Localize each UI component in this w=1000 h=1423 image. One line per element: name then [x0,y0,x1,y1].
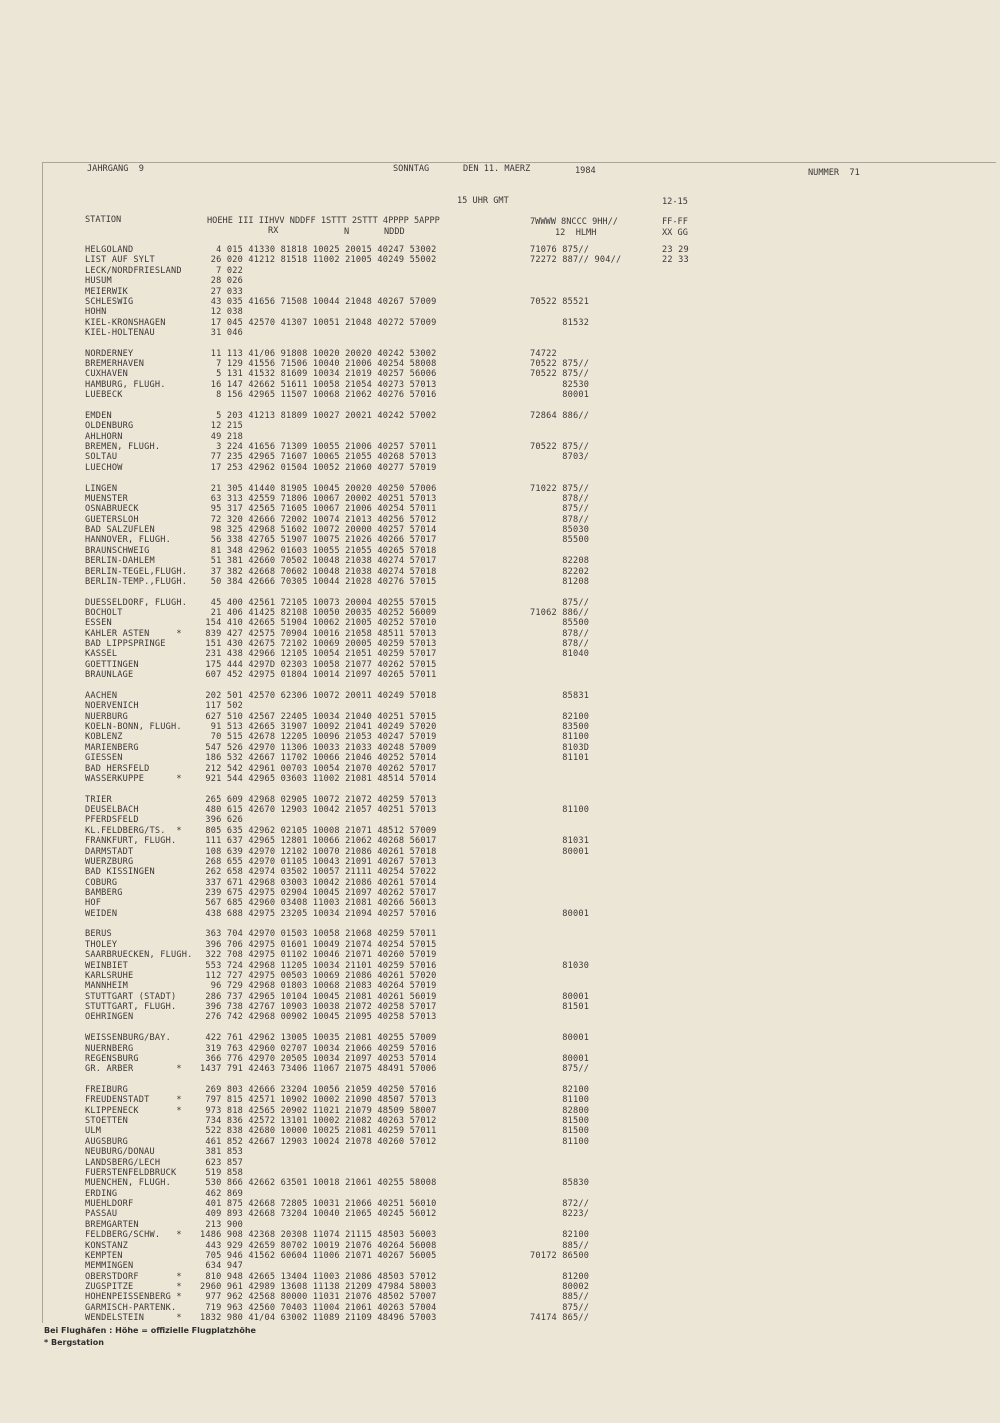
station-groups: 85500 [530,535,590,546]
station-name: HANNOVER, FLUGH. [85,535,171,546]
station-name: LUECHOW [85,462,123,473]
column-header-codes: HOEHE III IIHVV NDDFF 1STTT 2STTT 4PPPP 5APPP [207,216,440,226]
station-codes: 213 900 [200,1219,243,1230]
station-groups: 81532 [530,317,590,328]
station-groups: 70522 875// [530,359,590,370]
station-groups: 875// [530,1064,590,1075]
station-name: COBURG [85,877,118,888]
station-groups: 81500 [530,1116,590,1127]
station-name: ZUGSPITZE * [85,1282,182,1292]
footnote-airports: Bei Flughäfen : Höhe = offizielle Flugplatzhöhe [44,1326,256,1335]
station-codes: 8 156 42965 11507 10068 21062 40276 57016 [200,390,437,401]
column-subheader-rx: RX [268,226,279,236]
station-name: WASSERKUPPE * [85,773,182,784]
station-codes: 705 946 41562 60604 11006 21071 40267 56005 [200,1250,437,1261]
station-groups: 878// [530,628,590,639]
column-subheader-hlmh: 12 HLMH [555,228,597,238]
station-codes: 26 020 41212 81518 11002 21005 40249 55002 [200,255,437,266]
date-label: DEN 11. MAERZ [463,164,531,174]
station-name: AUGSBURG [85,1136,128,1147]
station-codes: 4 015 41330 81818 10025 20015 40247 53002 [200,245,437,255]
station-name: AACHEN [85,690,118,701]
station-codes: 265 609 42968 02905 10072 21072 40259 57013 [200,794,437,805]
station-codes: 43 035 41656 71508 10044 21048 40267 57009 [200,296,437,307]
station-name: WEIDEN [85,908,118,919]
station-codes: 461 852 42667 12903 10024 21078 40260 57012 [200,1136,437,1147]
station-name: KARLSRUHE [85,970,134,981]
observation-time: 15 UHR GMT [457,196,509,206]
station-name: WENDELSTEIN * [85,1313,182,1324]
station-name: HELGOLAND [85,245,134,255]
station-codes: 7 129 41556 71506 10040 21006 40254 58008 [200,359,437,370]
station-name: NOERVENICH [85,701,139,712]
station-name: MUENSTER [85,493,128,504]
station-groups: 885// [530,1240,590,1251]
station-codes: 231 438 42966 12105 10054 21051 40259 57017 [200,649,437,660]
station-groups: 875// [530,1302,590,1313]
station-codes: 366 776 42970 20505 10034 21097 40253 57014 [200,1053,437,1064]
station-codes: 72 320 42666 72002 10074 21013 40256 57012 [200,514,437,525]
weekday-label: SONNTAG [393,164,430,174]
station-name: GARMISCH-PARTENK. [85,1302,177,1313]
station-codes: 396 738 42767 10903 10038 21072 40258 57017 [200,1002,437,1012]
station-codes: 623 857 [200,1157,243,1168]
station-codes: 409 893 42668 73204 10040 21065 40245 56012 [200,1209,437,1220]
station-name: KOBLENZ [85,732,123,743]
station-groups: 80001 [530,1033,590,1044]
station-codes: 553 724 42968 11205 10034 21101 40259 57016 [200,960,437,971]
station-codes: 70 515 42678 12205 10096 21053 40247 57019 [200,732,437,743]
station-groups: 82100 [530,1085,590,1095]
station-codes: 530 866 42662 63501 10018 21061 40255 58008 [200,1178,437,1189]
station-codes: 438 688 42975 23205 10034 21094 40257 57016 [200,908,437,919]
year-label: 1984 [575,166,596,176]
station-codes: 422 761 42962 13005 10035 21081 40255 57009 [200,1033,437,1044]
station-codes: 12 215 [200,421,243,432]
station-codes: 108 639 42970 12102 10070 21086 40261 57018 [200,846,437,857]
station-name: MUENCHEN, FLUGH. [85,1178,171,1189]
station-name: WEINBIET [85,960,128,971]
station-groups: 878// [530,514,590,525]
station-codes: 1437 791 42463 73406 11067 21075 48491 57006 [200,1064,437,1075]
station-codes: 443 929 42659 80702 10019 21076 40264 56008 [200,1240,437,1251]
station-groups: 82208 [530,556,590,567]
station-name: NUERNBERG [85,1043,134,1054]
issue-number: NUMMER 71 [808,168,860,178]
station-name: AHLHORN [85,431,123,442]
station-name: BRAUNSCHWEIG [85,545,150,556]
station-name: HOHN [85,307,107,318]
station-name: WEISSENBURG/BAY. [85,1033,171,1044]
station-name: BERUS [85,929,112,940]
station-groups: 72272 887// 904// [530,255,622,266]
station-codes: 11 113 41/06 91808 10020 20020 40242 53002 [200,348,437,359]
station-name: MANNHEIM [85,981,128,992]
station-codes: 51 381 42660 70502 10048 21038 40274 57017 [200,556,437,567]
station-groups: 85830 [530,1178,590,1189]
station-name: EMDEN [85,410,112,421]
station-codes: 977 962 42568 80000 11031 21076 48502 57007 [200,1292,437,1303]
station-groups: 81100 [530,1136,590,1147]
station-groups: 875// [530,504,590,515]
station-codes: 21 406 41425 82108 10050 20035 40252 56009 [200,608,437,618]
station-name: BERLIN-TEMP.,FLUGH. [85,576,188,587]
station-codes: 607 452 42975 01804 10014 21097 40265 57011 [200,670,437,681]
station-codes: 154 410 42665 51904 10062 21005 40252 57010 [200,618,437,629]
station-codes: 396 626 [200,815,243,826]
station-name: STOETTEN [85,1116,128,1127]
station-codes: 12 038 [200,307,243,318]
station-name: NORDERNEY [85,348,134,359]
station-name: HUSUM [85,276,112,287]
station-groups: 71022 875// [530,483,590,494]
station-name: STUTTGART (STADT) [85,991,177,1002]
station-name: BAD SALZUFLEN [85,525,155,535]
station-codes: 480 615 42670 12903 10042 21057 40251 57013 [200,805,437,815]
station-name: BAD KISSINGEN [85,867,155,878]
station-groups: 878// [530,639,590,650]
station-codes: 81 348 42962 01603 10055 21055 40265 57018 [200,545,437,556]
station-name: BREMGARTEN [85,1219,139,1230]
station-name: KONSTANZ [85,1240,128,1251]
station-codes: 567 685 42960 03408 11003 21081 40266 56013 [200,898,437,909]
station-groups: 885// [530,1292,590,1303]
station-name: BAMBERG [85,887,123,898]
station-codes: 186 532 42667 11702 10066 21046 40252 57014 [200,753,437,764]
station-groups: 8703/ [530,452,590,463]
station-codes: 797 815 42571 10902 10002 21090 48507 57013 [200,1095,437,1106]
station-name: ESSEN [85,618,112,629]
station-groups: 8223/ [530,1209,590,1220]
station-groups: 85030 [530,525,590,535]
station-groups: 81100 [530,732,590,743]
station-groups: 70522 875// [530,369,590,380]
station-name: THOLEY [85,939,118,950]
station-codes: 1486 908 42368 20308 11074 21115 48503 56003 [200,1230,437,1241]
station-name: GUETERSLOH [85,514,139,525]
station-name: REGENSBURG [85,1053,139,1064]
column-header-groups: 7WWWW 8NCCC 9HH// [530,217,618,227]
station-groups: 80001 [530,390,590,401]
station-name: SAARBRUECKEN, FLUGH. [85,950,193,961]
station-name: HOF [85,898,102,909]
station-groups: 80001 [530,991,590,1002]
station-codes: 50 384 42666 70305 10044 21028 40276 57015 [200,576,437,587]
footnote-mountain-station: * Bergstation [44,1338,104,1347]
station-name: LANDSBERG/LECH [85,1157,161,1168]
station-groups: 82800 [530,1105,590,1116]
station-codes: 839 427 42575 70904 10016 21058 48511 57013 [200,628,437,639]
station-name: GR. ARBER * [85,1064,182,1075]
station-name: KAHLER ASTEN * [85,628,182,639]
station-codes: 337 671 42968 03003 10042 21086 40261 57014 [200,877,437,888]
station-groups: 80001 [530,846,590,857]
station-gusts: 23 29 [662,245,689,255]
station-name: KL.FELDBERG/TS. * [85,825,182,836]
station-codes: 522 838 42680 10000 10025 21081 40259 57011 [200,1126,437,1137]
station-codes: 286 737 42965 10104 10045 21081 40261 56019 [200,991,437,1002]
station-codes: 2960 961 42989 13608 11138 21209 47984 58003 [200,1282,437,1292]
station-name: LIST AUF SYLT [85,255,155,266]
station-name: CUXHAVEN [85,369,128,380]
station-name: LUEBECK [85,390,123,401]
station-name: PASSAU [85,1209,118,1220]
station-groups: 82100 [530,711,590,722]
station-codes: 21 305 41440 81905 10045 20020 40250 57006 [200,483,437,494]
station-codes: 322 708 42975 01102 10046 21071 40260 57019 [200,950,437,961]
station-codes: 810 948 42665 13404 11003 21086 48503 57012 [200,1271,437,1282]
station-groups: 80001 [530,1053,590,1064]
station-codes: 16 147 42662 51611 10058 21054 40273 57013 [200,379,437,390]
station-codes: 396 706 42975 01601 10049 21074 40254 57015 [200,939,437,950]
station-groups: 81501 [530,1002,590,1012]
station-codes: 269 803 42666 23204 10056 21059 40250 57016 [200,1085,437,1095]
station-groups: 872// [530,1199,590,1209]
station-codes: 27 033 [200,286,243,297]
station-name: KOELN-BONN, FLUGH. [85,722,182,732]
station-codes: 17 253 42962 01504 10052 21060 40277 57019 [200,462,437,473]
station-codes: 262 658 42974 03502 10057 21111 40254 57022 [200,867,437,878]
station-groups: 82530 [530,379,590,390]
station-groups: 74722 [530,348,557,359]
station-groups: 81101 [530,753,590,764]
station-groups: 81040 [530,649,590,660]
station-name: KEMPTEN [85,1250,123,1261]
station-name: MUEHLDORF [85,1199,134,1209]
station-groups: 878// [530,493,590,504]
station-codes: 627 510 42567 22405 10034 21040 40251 57015 [200,711,437,722]
station-name: STUTTGART, FLUGH. [85,1002,177,1012]
column-subheader-nddd: NDDD [384,227,405,237]
station-name: OLDENBURG [85,421,134,432]
station-codes: 91 513 42665 31907 10092 21041 40249 57020 [200,722,437,732]
station-name: NUERBURG [85,711,128,722]
gust-time-range: 12-15 [662,197,688,207]
station-codes: 56 338 42765 51907 10075 21026 40266 57017 [200,535,437,546]
station-codes: 202 501 42570 62306 10072 20011 40249 57018 [200,690,437,701]
column-header-gusts: FF-FF [662,217,688,227]
station-codes: 381 853 [200,1147,243,1158]
station-codes: 319 763 42960 02707 10034 21066 40259 57016 [200,1043,437,1054]
station-groups: 70522 85521 [530,296,590,307]
station-codes: 734 836 42572 13101 10002 21082 40263 57012 [200,1116,437,1127]
station-name: MARIENBERG [85,742,139,753]
station-name: KLIPPENECK * [85,1105,182,1116]
station-name: KIEL-HOLTENAU [85,328,155,338]
station-groups: 81208 [530,576,590,587]
station-codes: 112 727 42975 00503 10069 21086 40261 57020 [200,970,437,981]
station-groups: 83500 [530,722,590,732]
station-codes: 5 131 41532 81609 10034 21019 40257 56006 [200,369,437,380]
station-codes: 1832 980 41/04 63002 11089 21109 48496 57003 [200,1313,437,1324]
station-name: BRAUNLAGE [85,670,134,681]
station-codes: 111 637 42965 12801 10066 21062 40268 56017 [200,836,437,847]
station-codes: 719 963 42560 70403 11004 21061 40263 57004 [200,1302,437,1313]
station-groups: 81100 [530,805,590,815]
station-name: FRANKFURT, FLUGH. [85,836,177,847]
station-name: DUESSELDORF, FLUGH. [85,597,188,608]
station-codes: 98 325 42968 51602 10072 20000 40257 57014 [200,525,437,535]
station-name: BREMERHAVEN [85,359,145,370]
station-name: TRIER [85,794,112,805]
column-header-station: STATION [85,215,122,225]
station-name: BREMEN, FLUGH. [85,442,161,452]
station-codes: 96 729 42968 01803 10068 21083 40264 57019 [200,981,437,992]
station-groups: 85831 [530,690,590,701]
station-groups: 81030 [530,960,590,971]
station-groups: 81500 [530,1126,590,1137]
station-codes: 5 203 41213 81809 10027 20021 40242 57002 [200,410,437,421]
station-codes: 63 313 42559 71806 10067 20002 40251 57013 [200,493,437,504]
station-name: BERLIN-TEGEL,FLUGH. [85,566,188,577]
station-codes: 268 655 42970 01105 10043 21091 40267 57013 [200,856,437,867]
station-name: MEMMINGEN [85,1261,134,1272]
column-subheader-n: N [344,227,350,237]
station-name: FREIBURG [85,1085,128,1095]
station-name: LECK/NORDFRIESLAND [85,265,182,276]
station-codes: 3 224 41656 71309 10055 21006 40257 57011 [200,442,437,452]
station-name: SCHLESWIG [85,296,134,307]
station-groups: 74174 865// [530,1313,590,1324]
station-name: MEIERWIK [85,286,128,297]
station-name: KIEL-KRONSHAGEN [85,317,166,328]
station-name: NEUBURG/DONAU [85,1147,155,1158]
station-codes: 45 400 42561 72105 10073 20004 40255 57015 [200,597,437,608]
station-codes: 973 818 42565 20902 11021 21079 48509 58007 [200,1105,437,1116]
station-name: WUERZBURG [85,856,134,867]
station-groups: 80002 [530,1282,590,1292]
station-name: OSNABRUECK [85,504,139,515]
station-name: GOETTINGEN [85,659,139,670]
station-name: GIESSEN [85,753,123,764]
station-name: ERDING [85,1188,118,1199]
station-codes: 17 045 42570 41307 10051 21048 40272 57009 [200,317,437,328]
station-groups: 71062 886// [530,608,590,618]
station-name: DEUSELBACH [85,805,139,815]
station-name: BAD LIPPSPRINGE [85,639,166,650]
station-groups: 82202 [530,566,590,577]
station-groups: 81031 [530,836,590,847]
station-name: OEHRINGEN [85,1012,134,1023]
station-name: DARMSTADT [85,846,134,857]
station-codes: 921 544 42965 03603 11002 21081 48514 57014 [200,773,437,784]
station-codes: 805 635 42962 02105 10008 21071 48512 57009 [200,825,437,836]
station-codes: 49 218 [200,431,243,442]
station-name: KASSEL [85,649,118,660]
station-codes: 462 869 [200,1188,243,1199]
station-groups: 81200 [530,1271,590,1282]
volume-label: JAHRGANG 9 [87,164,144,174]
station-codes: 95 317 42565 71605 10067 21006 40254 57011 [200,504,437,515]
station-codes: 276 742 42968 00902 10045 21095 40258 57013 [200,1012,437,1023]
station-name: HOHENPEISSENBERG * [85,1292,182,1303]
station-name: OBERSTDORF * [85,1271,182,1282]
station-gusts: 22 33 [662,255,689,266]
station-codes: 547 526 42970 11306 10033 21033 40248 57009 [200,742,437,753]
station-name: SOLTAU [85,452,118,463]
station-name: BOCHOLT [85,608,123,618]
station-name: BAD HERSFELD [85,763,150,774]
station-codes: 175 444 4297D 02303 10058 21077 40262 57015 [200,659,437,670]
station-codes: 363 704 42970 01503 10058 21068 40259 57011 [200,929,437,940]
station-codes: 634 947 [200,1261,243,1272]
station-name: LINGEN [85,483,118,494]
station-groups: 71076 875// [530,245,590,255]
station-groups: 82100 [530,1230,590,1241]
station-codes: 37 382 42668 70602 10048 21038 40274 57018 [200,566,437,577]
station-name: BERLIN-DAHLEM [85,556,155,567]
station-groups: 8103D [530,742,590,753]
station-name: HAMBURG, FLUGH. [85,379,166,390]
station-codes: 28 026 [200,276,243,287]
station-codes: 151 430 42675 72102 10069 20005 40259 57013 [200,639,437,650]
station-groups: 72864 886// [530,410,590,421]
station-codes: 212 542 42961 00703 10054 21070 40262 57017 [200,763,437,774]
table-frame [42,162,996,1323]
station-groups: 81100 [530,1095,590,1106]
station-codes: 7 022 [200,265,243,276]
station-codes: 77 235 42965 71607 10065 21055 40268 57013 [200,452,437,463]
station-name: FELDBERG/SCHW. * [85,1230,182,1241]
station-name: FREUDENSTADT * [85,1095,182,1106]
station-groups: 875// [530,597,590,608]
station-name: PFERDSFELD [85,815,139,826]
column-subheader-xxgg: XX GG [662,228,688,238]
station-name: ULM [85,1126,102,1137]
station-codes: 519 858 [200,1167,243,1178]
station-codes: 31 046 [200,328,243,338]
station-codes: 239 675 42975 02904 10045 21097 40262 57017 [200,887,437,898]
station-groups: 80001 [530,908,590,919]
station-codes: 401 875 42668 72805 10031 21066 40251 56010 [200,1199,437,1209]
station-groups: 70522 875// [530,442,590,452]
station-groups: 70172 86500 [530,1250,590,1261]
station-groups: 85500 [530,618,590,629]
station-name: FUERSTENFELDBRUCK [85,1167,177,1178]
station-codes: 117 502 [200,701,243,712]
